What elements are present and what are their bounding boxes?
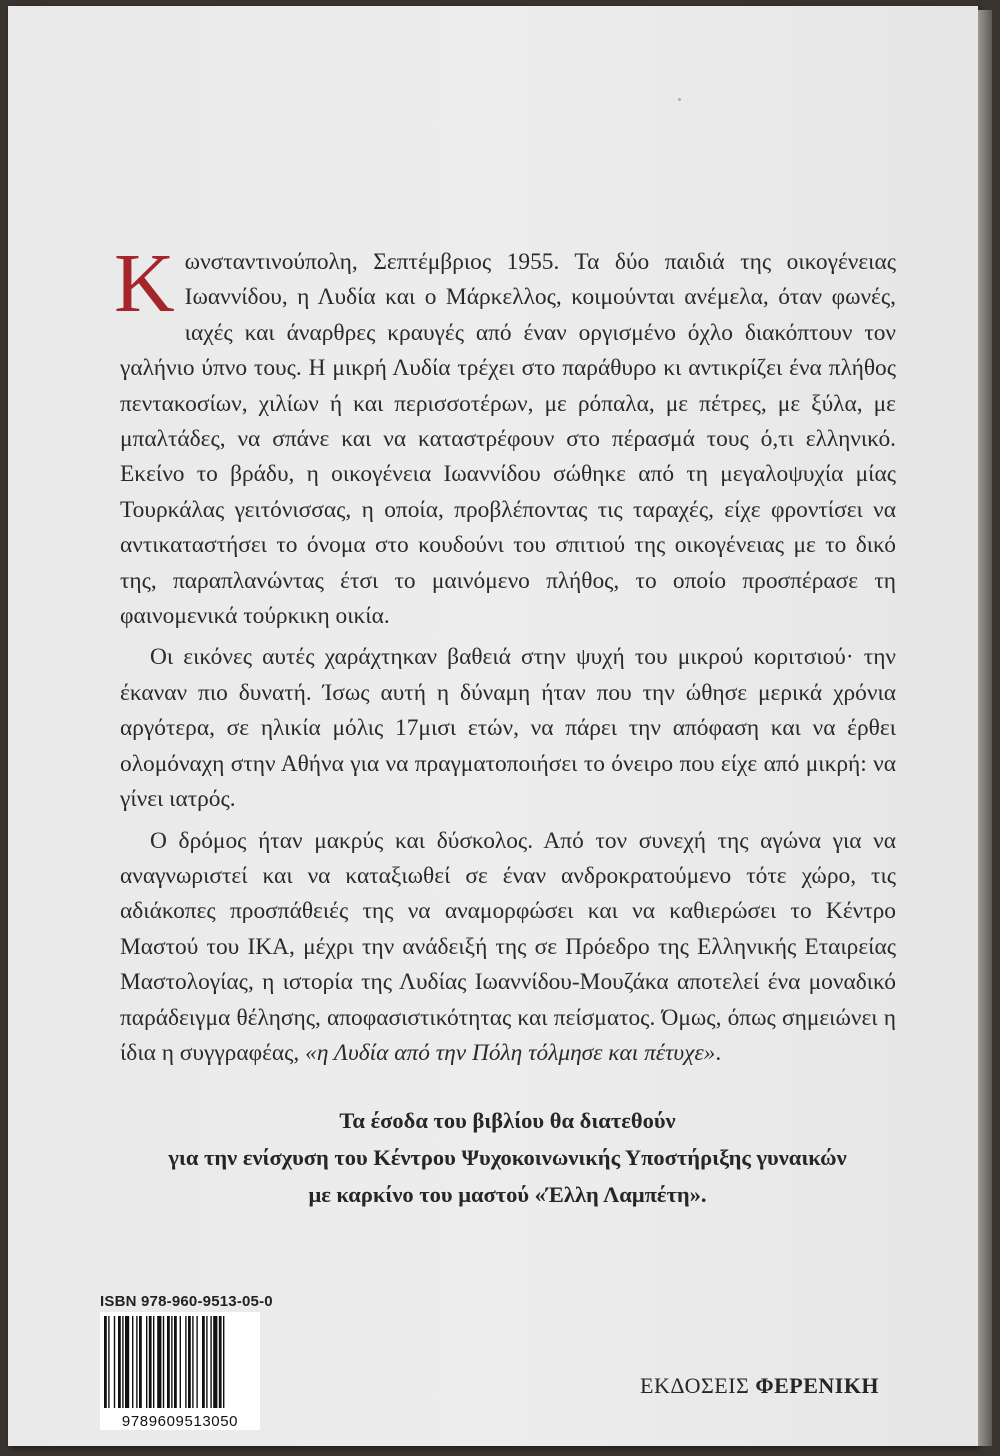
barcode-bar	[171, 1316, 172, 1408]
blurb-quote: «η Λυδία από την Πόλη τόλμησε και πέτυχε»	[305, 1039, 716, 1066]
publisher-imprint	[640, 1373, 879, 1399]
barcode-bar	[132, 1316, 133, 1408]
barcode-bar	[108, 1316, 109, 1408]
blurb-paragraph-3-text: Ο δρόμος ήταν μακρύς και δύσκολος. Από τον συνεχή της αγώνα για να αναγνωριστεί και να καταξιωθεί σε έναν ανδροκρατούμενο τότε χώρο, τις αδιάκοπες προσπάθειές της να αναμορφώσει και να καθιερώσει το Κέντρο Μαστού του ΙΚΑ, μέχρι την ανάδειξή της σε Πρόεδρο της Ελληνικής Εταιρείας Μαστολογίας, η ιστορία της Λυδίας Ιωαννίδου-Μουζάκα αποτελεί ένα μοναδικό παράδειγμα θέλησης, αποφασιστικότητας και πείσματος. Όμως, όπως σημειώνει η ίδια η συγγραφέας,	[120, 827, 896, 1066]
blurb-paragraph-2: Οι εικόνες αυτές χαράχτηκαν βαθειά στην ψυχή του μικρού κοριτσιού· την έκαναν πιο δυνατή. Ίσως αυτή η δύναμη ήταν που την ώθησε μερικά χρόνια αργότερα, σε ηλικία μόλις 17μισι ετών, να πάρει την απόφαση και να έρθει ολομόναχη στην Αθήνα για να πραγματοποιήσει το όνειρο που είχε από μικρή: να γίνει ιατρός.	[120, 644, 896, 813]
barcode-bar	[136, 1316, 137, 1408]
proceeds-line-3: με καρκίνο του μαστού «Έλλη Λαμπέτη».	[308, 1182, 707, 1207]
barcode-bar	[104, 1316, 107, 1408]
barcode-bar	[146, 1316, 147, 1408]
blurb-paragraph-1	[114, 237, 896, 634]
barcode-bar	[139, 1316, 142, 1408]
barcode-bar	[157, 1316, 161, 1408]
drop-cap: Κ	[114, 237, 175, 330]
barcode-bar	[202, 1316, 205, 1408]
book-edge	[978, 10, 992, 1446]
barcode-bar	[213, 1316, 217, 1408]
barcode-bar	[122, 1316, 123, 1408]
barcode-digits: 9789609513050	[121, 1413, 239, 1430]
barcode-bar	[167, 1316, 170, 1408]
blurb-paragraph-1-text: ωνσταντινούπολη, Σεπτέμβριος 1955. Τα δύο παιδιά της οικογένειας Ιωαννίδου, η Λυδία και ο Μάρκελλος, κοιμούνται ανέμελα, όταν φωνές, ιαχές και άναρθρες κραυγές από έναν οργισμένο όχλο διακόπτουν τον γαλήνιο ύπνο τους. Η μικρή Λυδία τρέχει στο παράθυρο κι αντικρίζει ένα πλήθος πεντακοσίων, χιλίων ή και περισσοτέρων, με ρόπαλα, με πέτρες, με ξύλα, με μπαλτάδες, να σπάνε και να καταστρέφουν στο πέρασμά τους ό,τι ελληνικό. Εκείνο το βράδυ, η οικογένεια Ιωαννίδου σώθηκε από τη μεγαλοψυχία μίας Τουρκάλας γειτόνισσας, η οποία, προβλέποντας τις ταραχές, είχε φροντίσει να αντικαταστήσει το όνομα στο κουδούνι του σπιτιού της οικογένειας με το δικό της, παραπλανώντας έτσι το μαινόμενο πλήθος, το οποίο προσπέρασε τη φαινομενικά τούρκικη οικία.	[120, 249, 896, 630]
barcode-bar	[185, 1316, 186, 1408]
barcode-bar	[188, 1316, 191, 1408]
blurb-text	[114, 237, 896, 1077]
barcode-bar	[196, 1316, 197, 1408]
barcode-bar	[125, 1316, 129, 1408]
blurb-paragraph-3	[120, 824, 896, 1072]
barcode-bar	[114, 1316, 115, 1408]
barcode-bar	[206, 1316, 207, 1408]
proceeds-line-2: για την ενίσχυση του Κέντρου Ψυχοκοινωνικής Υποστήριξης γυναικών	[168, 1145, 847, 1170]
barcode-bar	[223, 1316, 224, 1408]
barcode-bar	[192, 1316, 193, 1408]
barcode-bar	[163, 1316, 164, 1408]
isbn-barcode	[100, 1312, 260, 1430]
barcode-bar	[149, 1316, 152, 1408]
proceeds-line-1: Τα έσοδα του βιβλίου θα διατεθούν	[339, 1108, 676, 1133]
paper-speck	[678, 98, 681, 101]
barcode-bar	[118, 1316, 121, 1408]
barcode-bar	[180, 1316, 181, 1408]
barcode-bar	[210, 1316, 211, 1408]
proceeds-notice	[100, 1102, 915, 1213]
isbn-label: ISBN 978-960-9513-05-0	[100, 1293, 273, 1310]
barcode-bar	[219, 1316, 222, 1408]
barcode-bar	[153, 1316, 154, 1408]
blurb-paragraph-3-end: .	[715, 1039, 722, 1066]
publisher-name: ΦΕΡΕΝΙΚΗ	[755, 1373, 880, 1398]
barcode-bar	[174, 1316, 177, 1408]
publisher-prefix: ΕΚΔΟΣΕΙΣ	[640, 1373, 750, 1398]
